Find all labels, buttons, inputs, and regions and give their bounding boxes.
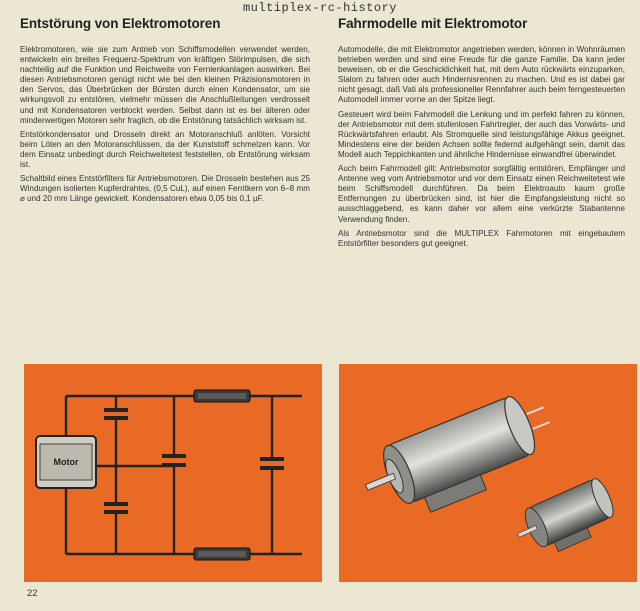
right-column	[338, 16, 625, 253]
left-paragraph-1: Elektromotoren, wie sie zum Antrieb von Schiffsmodellen verwendet werden, entwickeln ein breites Frequenz-Spektrum von kräftigen Störimpulsen, die sich nachteilig auf die Funktion und Reichweite von Fernlenkanlagen auswirken. Bei diesen Antriebsmotoren genügt nicht wie bei den kleinen Präzisionsmotoren in den Servos, das Überbrücken der Bürsten durch einen Kondensator, um sie wirkungsvoll zu entstören, vielmehr müssen die Anschlußleitungen verdrosselt und mit Kondensatoren verblockt werden. Selbst dann ist es bei älteren oder minderwertigen Motoren sehr fraglich, ob die Entstörung tatsächlich wirksam ist.	[20, 45, 310, 125]
left-paragraph-2: Entstörkondensator und Drosseln direkt an Motoranschluß anlöten. Vorsicht beim Löten an den Motoranschlüssen, da der Kunststoff schmelzen kann. Vor dem Einsatz unbedingt durch Reichweitetest feststellen, ob Entstörung wirksam ist.	[20, 129, 310, 170]
motor-photo	[339, 364, 637, 582]
chokes	[194, 390, 250, 560]
right-heading: Fahrmodelle mit Elektromotor	[338, 16, 528, 31]
left-paragraph-3: Schaltbild eines Entstörfilters für Antriebsmotoren. Die Drosseln bestehen aus 25 Windungen isolierten Kupferdrahtes, (0,5 CuL), auf einen Ferritkern von 6–8 mm ⌀ und 20 mm Länge gewickelt. Kondensatoren etwa 0,05 bis 0,1 µF.	[20, 174, 310, 204]
right-paragraph-3: Auch beim Fahrmodell gilt: Antriebsmotor sorgfältig entstören, Empfänger und Antenne weg vom Antriebsmotor und vor dem Einsatz einen Reichweitetest wie beim Schiffsmodell durchführen. Da beim Elektroauto kaum große Entfernungen zu überbrücken sind, ist hier die Empfangsleistung nicht so ausschlaggebend, es kann daher vor allem eine verkürzte Stabantenne Verwendung finden.	[338, 164, 625, 224]
capacitors	[104, 408, 284, 514]
filter-circuit-diagram	[24, 364, 322, 582]
right-paragraph-4: Als Antriebsmotor sind die MULTIPLEX Fahrmotoren mit eingebautem Entstörfilter besonders gut geeignet.	[338, 228, 625, 248]
left-heading: Entstörung von Elektromotoren	[20, 16, 221, 31]
right-paragraph-1: Automodelle, die mit Elektromotor angetrieben werden, können in Wohnräumen betrieben werden und sind eine Freude für die ganze Familie. Da kann jeder beweisen, ob er die Geschicklichkeit hat, mit dem Auto rückwärts einzuparken, Slalom zu fahren oder auch Hindernisrennen zu machen. Und es ist dabei gar nicht gesagt, daß Vati als professioneller Rennfahrer auch beim ferngesteuerten Automodell immer vorne an der Spitze liegt.	[338, 45, 625, 105]
right-paragraph-2: Gesteuert wird beim Fahrmodell die Lenkung und im perfekt fahren zu können, der Antriebsmotor mit dem stufenlosen Fahrtregler, der auch das Vorwärts- und Rückwärtsfahren erlaubt. Als Stromquelle sind leistungsfähige Akkus geeignet. Mindestens eine der beiden Achsen sollte federnd aufgehängt sein, damit das Modell auch Teppichkanten und ähnliche Hindernisse einwandfrei überwindet.	[338, 109, 625, 159]
motor-photo-panel	[339, 364, 637, 582]
small-motor	[510, 476, 622, 564]
circuit-diagram-panel	[24, 364, 322, 582]
watermark: multiplex-rc-history	[242, 1, 398, 15]
motor-symbol	[36, 436, 96, 488]
left-column	[20, 16, 310, 208]
motor-label: Motor	[53, 457, 79, 467]
circuit-wires	[66, 396, 302, 554]
page-number: 22	[27, 588, 38, 599]
